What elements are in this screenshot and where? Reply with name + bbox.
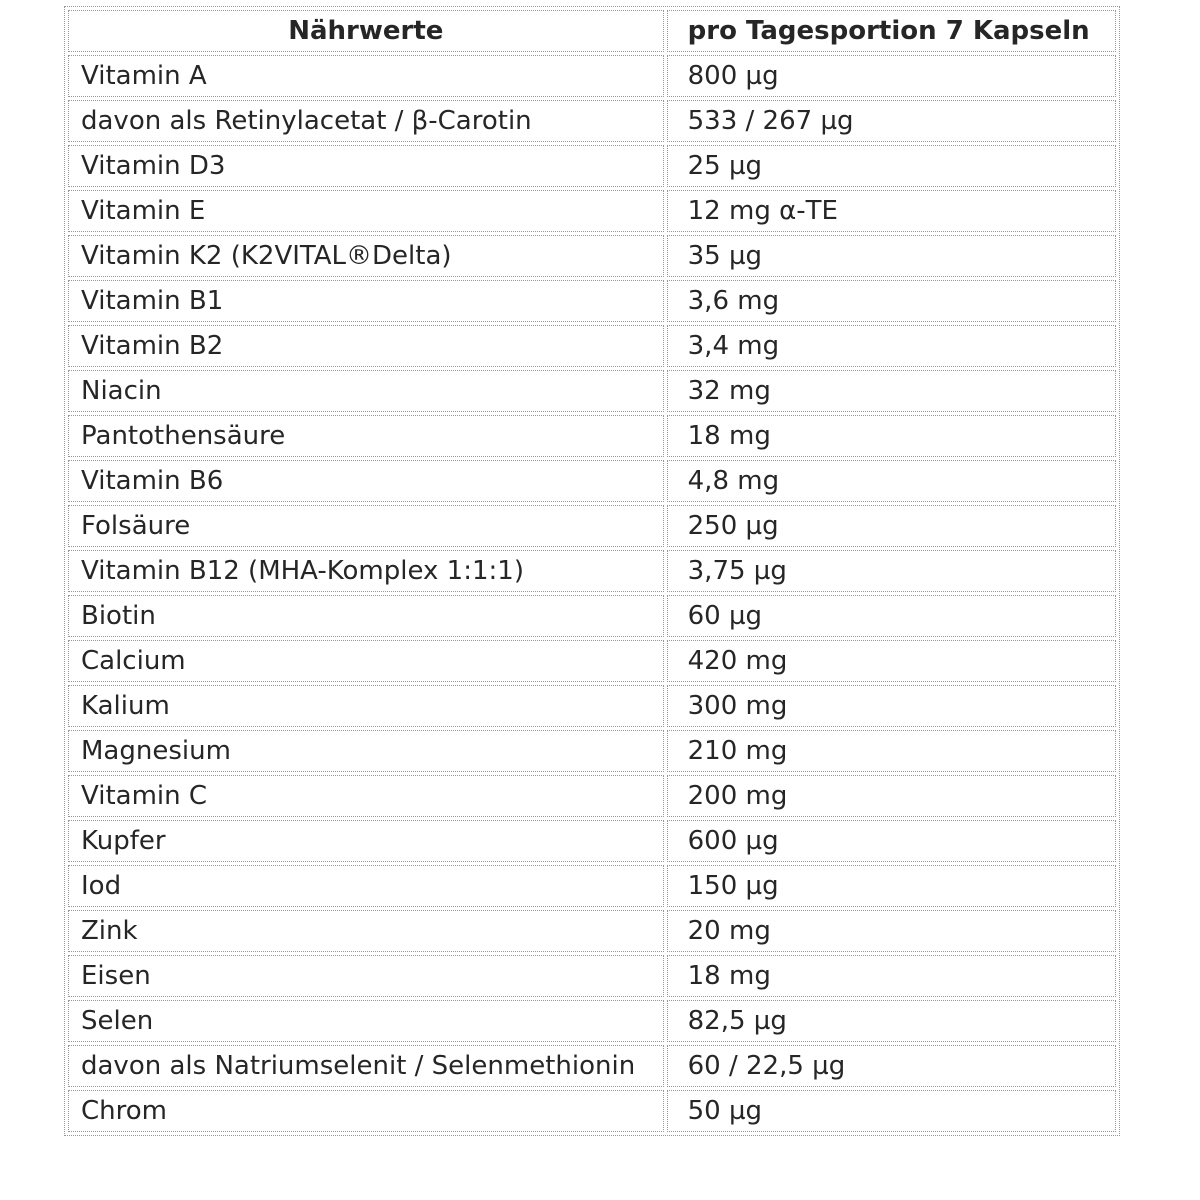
nutrient-name-cell: Chrom <box>68 1090 664 1132</box>
nutrient-value-cell: 300 mg <box>667 685 1116 727</box>
nutrient-name-cell: Vitamin B12 (MHA-Komplex 1:1:1) <box>68 550 664 592</box>
nutrient-value-cell: 18 mg <box>667 415 1116 457</box>
nutrient-value-cell: 3,4 mg <box>667 325 1116 367</box>
nutrient-value-cell: 4,8 mg <box>667 460 1116 502</box>
nutrient-value-cell: 60 / 22,5 µg <box>667 1045 1116 1087</box>
nutrient-name-cell: Vitamin B1 <box>68 280 664 322</box>
nutrient-name-cell: Zink <box>68 910 664 952</box>
nutrient-name-cell: Vitamin D3 <box>68 145 664 187</box>
table-row <box>68 100 1116 142</box>
nutrient-name-cell: Biotin <box>68 595 664 637</box>
nutrient-value-cell: 800 µg <box>667 55 1116 97</box>
nutrient-name-cell: Kupfer <box>68 820 664 862</box>
nutrient-name-cell: Vitamin E <box>68 190 664 232</box>
table-row <box>68 685 1116 727</box>
table-row <box>68 640 1116 682</box>
nutrient-value-cell: 150 µg <box>667 865 1116 907</box>
nutrient-value-cell: 20 mg <box>667 910 1116 952</box>
nutrient-value-cell: 600 µg <box>667 820 1116 862</box>
nutrient-name-cell: Pantothensäure <box>68 415 664 457</box>
nutrient-value-cell: 200 mg <box>667 775 1116 817</box>
nutrient-name-cell: davon als Natriumselenit / Selenmethionin <box>68 1045 664 1087</box>
nutrient-value-cell: 3,75 µg <box>667 550 1116 592</box>
table-row <box>68 1090 1116 1132</box>
nutrient-value-cell: 420 mg <box>667 640 1116 682</box>
nutrient-value-cell: 25 µg <box>667 145 1116 187</box>
table-row <box>68 730 1116 772</box>
nutrient-value-cell: 35 µg <box>667 235 1116 277</box>
table-row <box>68 370 1116 412</box>
nutrient-name-cell: Vitamin K2 (K2VITAL®Delta) <box>68 235 664 277</box>
table-row <box>68 955 1116 997</box>
nutrient-name-cell: Vitamin B6 <box>68 460 664 502</box>
nutrient-name-cell: Niacin <box>68 370 664 412</box>
nutrient-value-cell: 50 µg <box>667 1090 1116 1132</box>
nutrient-name-cell: Calcium <box>68 640 664 682</box>
table-row <box>68 775 1116 817</box>
table-row <box>68 235 1116 277</box>
nutrient-value-cell: 18 mg <box>667 955 1116 997</box>
nutrient-value-cell: 250 µg <box>667 505 1116 547</box>
table-row <box>68 325 1116 367</box>
header-row <box>68 10 1116 52</box>
nutrition-table <box>64 6 1120 1136</box>
nutrient-name-cell: Vitamin B2 <box>68 325 664 367</box>
header-nutrients: Nährwerte <box>68 10 664 52</box>
nutrition-table-container <box>64 6 1120 1136</box>
table-row <box>68 145 1116 187</box>
table-row <box>68 865 1116 907</box>
nutrient-value-cell: 12 mg α-TE <box>667 190 1116 232</box>
table-row <box>68 820 1116 862</box>
table-body <box>68 55 1116 1132</box>
table-row <box>68 415 1116 457</box>
nutrient-value-cell: 82,5 µg <box>667 1000 1116 1042</box>
nutrient-name-cell: Eisen <box>68 955 664 997</box>
table-row <box>68 1045 1116 1087</box>
nutrient-value-cell: 3,6 mg <box>667 280 1116 322</box>
nutrient-name-cell: Folsäure <box>68 505 664 547</box>
table-row <box>68 505 1116 547</box>
nutrient-name-cell: davon als Retinylacetat / β-Carotin <box>68 100 664 142</box>
nutrient-name-cell: Magnesium <box>68 730 664 772</box>
table-row <box>68 460 1116 502</box>
nutrient-value-cell: 210 mg <box>667 730 1116 772</box>
header-daily-portion: pro Tagesportion 7 Kapseln <box>667 10 1116 52</box>
table-row <box>68 595 1116 637</box>
table-row <box>68 55 1116 97</box>
nutrient-value-cell: 533 / 267 µg <box>667 100 1116 142</box>
table-row <box>68 910 1116 952</box>
nutrient-name-cell: Kalium <box>68 685 664 727</box>
nutrient-name-cell: Vitamin A <box>68 55 664 97</box>
table-row <box>68 190 1116 232</box>
nutrient-value-cell: 32 mg <box>667 370 1116 412</box>
table-row <box>68 1000 1116 1042</box>
nutrient-name-cell: Vitamin C <box>68 775 664 817</box>
table-row <box>68 280 1116 322</box>
nutrient-name-cell: Selen <box>68 1000 664 1042</box>
table-row <box>68 550 1116 592</box>
nutrient-value-cell: 60 µg <box>667 595 1116 637</box>
nutrient-name-cell: Iod <box>68 865 664 907</box>
